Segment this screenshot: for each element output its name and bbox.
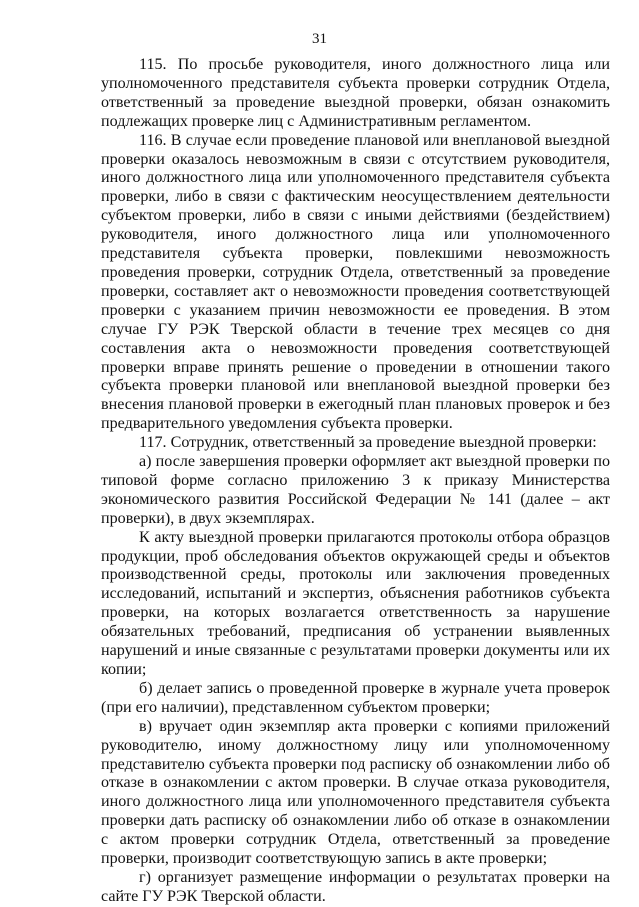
- page-number: 31: [312, 31, 327, 47]
- paragraph-attachments: К акту выездной проверки прилагаются протоколы отбора образцов продукции, проб обследования объектов окружающей среды и объектов производственной среды, протоколы или заключения проведенных исследований, испытаний и экспертиз, объяснения работников субъекта проверки, на которых возлагается ответственность за нарушение обязательных требований, предписания об устранении выявленных нарушений и иные связанные с результатами проверки документы или их копии;: [101, 528, 610, 678]
- paragraph-115: 115. По просьбе руководителя, иного должностного лица или уполномоченного представителя субъекта проверки сотрудник Отдела, ответственный за проведение выездной проверки, обязан ознакомить подлежащих проверке лиц с Административным регламентом.: [101, 56, 610, 130]
- document-body: [101, 56, 610, 907]
- paragraph-117-b: б) делает запись о проведенной проверке в журнале учета проверок (при его наличии), представленном субъектом проверки;: [101, 679, 610, 716]
- paragraph-116: 116. В случае если проведение плановой или внеплановой выездной проверки оказалось невозможным в связи с отсутствием руководителя, иного должностного лица или уполномоченного представителя субъекта проверки, либо в связи с фактическим неосуществлением деятельности субъектом проверки, либо в связи с иными действиями (бездействием) руководителя, иного должностного лица или уполномоченного представителя субъекта проверки, повлекшими невозможность проведения проверки, сотрудник Отдела, ответственный за проведение проверки, составляет акт о невозможности проведения соответствующей проверки с указанием причин невозможности ее проведения. В этом случае ГУ РЭК Тверской области в течение трех месяцев со дня составления акта о невозможности проведения соответствующей проверки вправе принять решение о проведении в отношении такого субъекта проверки плановой или внеплановой выездной проверки без внесения плановой проверки в ежегодный план плановых проверок и без предварительного уведомления субъекта проверки.: [101, 131, 610, 433]
- paragraph-117: 117. Сотрудник, ответственный за проведение выездной проверки:: [139, 434, 597, 452]
- paragraph-117-a: а) после завершения проверки оформляет акт выездной проверки по типовой форме согласно приложению 3 к приказу Министерства экономического развития Российской Федерации № 141 (далее – акт проверки), в двух экземплярах.: [101, 453, 610, 527]
- paragraph-117-g: г) организует размещение информации о результатах проверки на сайте ГУ РЭК Тверской области.: [101, 868, 610, 905]
- paragraph-117-v: в) вручает один экземпляр акта проверки с копиями приложений руководителю, иному должностному лицу или уполномоченному представителю субъекта проверки под расписку об ознакомлении либо об отказе в ознакомлении с актом проверки. В случае отказа руководителя, иного должностного лица или уполномоченного представителя субъекта проверки дать расписку об ознакомлении либо об отказе в ознакомлении с актом проверки сотрудник Отдела, ответственный за проведение проверки, производит соответствующую запись в акте проверки;: [101, 717, 610, 868]
